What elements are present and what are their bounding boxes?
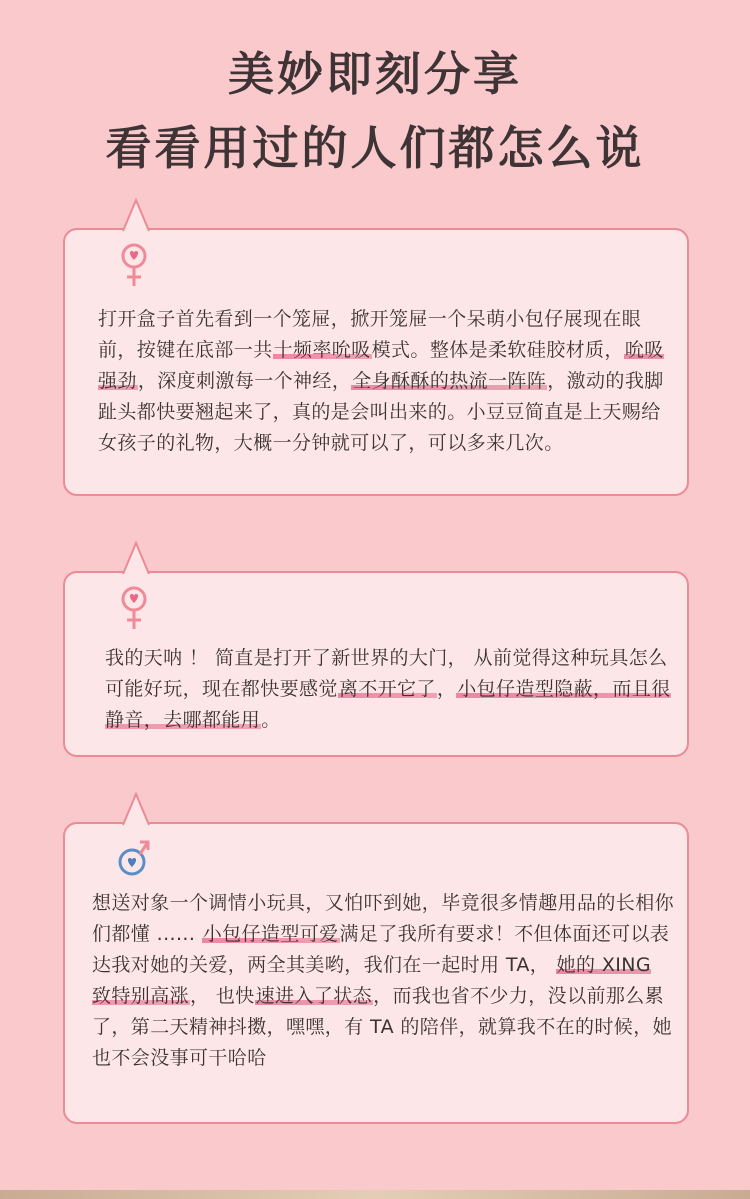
review-text-segment: 满足了我所有要求！不但体面还可以表达我对她的关爱，两全其美哟，我们在一起时用 TA， bbox=[92, 923, 670, 976]
highlighted-phrase: 吮吸强劲 bbox=[98, 339, 664, 392]
review-card bbox=[63, 822, 689, 1124]
review-text-segment: ，激动的我脚趾头都快要翘起来了，真的是会叫出来的。小豆豆简直是上天赐给女孩子的礼物，大概一分钟就可以了，可以多来几次。 bbox=[98, 370, 664, 454]
highlighted-phrase: 小包仔造型隐蔽，而且很静音，去哪都能用 bbox=[105, 678, 671, 731]
highlighted-phrase: 离不开它了 bbox=[338, 678, 436, 700]
speech-bubble-tail bbox=[123, 792, 149, 826]
page-subtitle: 看看用过的人们都怎么说 bbox=[105, 121, 645, 175]
highlighted-phrase: 小包仔造型可爱 bbox=[202, 923, 339, 945]
review-text-segment: ， bbox=[436, 678, 457, 700]
review-card bbox=[63, 571, 689, 757]
review-text-segment: ，而我也省不少力，没以前那么累了，第二天精神抖擞，嘿嘿，有 TA 的陪伴，就算我不在的时候，她也不会没事可干哈哈 bbox=[92, 985, 673, 1069]
review-text-segment: 。 bbox=[261, 709, 281, 731]
review-text-segment: ，深度刺激每一个神经， bbox=[137, 370, 352, 392]
review-text-segment: 打开盒子首先看到一个笼屉，掀开笼屉一个呆萌小包仔展现在眼前，按键在底部一共 bbox=[98, 308, 642, 361]
review-text bbox=[105, 643, 675, 736]
review-text-segment: 我的天呐 ！ 简直是打开了新世界的大门， 从前觉得这种玩具怎么可能好玩，现在都快要感觉 bbox=[105, 647, 668, 700]
review-text-segment: ， 也快 bbox=[190, 985, 255, 1007]
review-text-segment: 模式。整体是柔软硅胶材质， bbox=[371, 339, 624, 361]
speech-bubble-tail bbox=[123, 198, 149, 232]
highlighted-phrase: 全身酥酥的热流一阵阵 bbox=[352, 370, 547, 392]
female-symbol-icon bbox=[117, 240, 151, 290]
highlighted-phrase: 速进入了状态 bbox=[255, 985, 373, 1007]
female-symbol-icon bbox=[117, 583, 151, 633]
male-symbol-icon bbox=[117, 834, 151, 884]
bottom-divider bbox=[0, 1190, 750, 1199]
speech-bubble-tail bbox=[123, 541, 149, 575]
review-text bbox=[92, 888, 675, 1074]
page-title: 美妙即刻分享 bbox=[228, 47, 522, 101]
review-text bbox=[98, 304, 675, 459]
highlighted-phrase: 十频率吮吸 bbox=[273, 339, 371, 361]
review-card bbox=[63, 228, 689, 496]
highlighted-phrase: 她的 XING 致特别高涨 bbox=[92, 954, 652, 1007]
review-text-segment: 想送对象一个调情小玩具，又怕吓到她，毕竟很多情趣用品的长相你们都懂 ...... bbox=[92, 892, 675, 945]
